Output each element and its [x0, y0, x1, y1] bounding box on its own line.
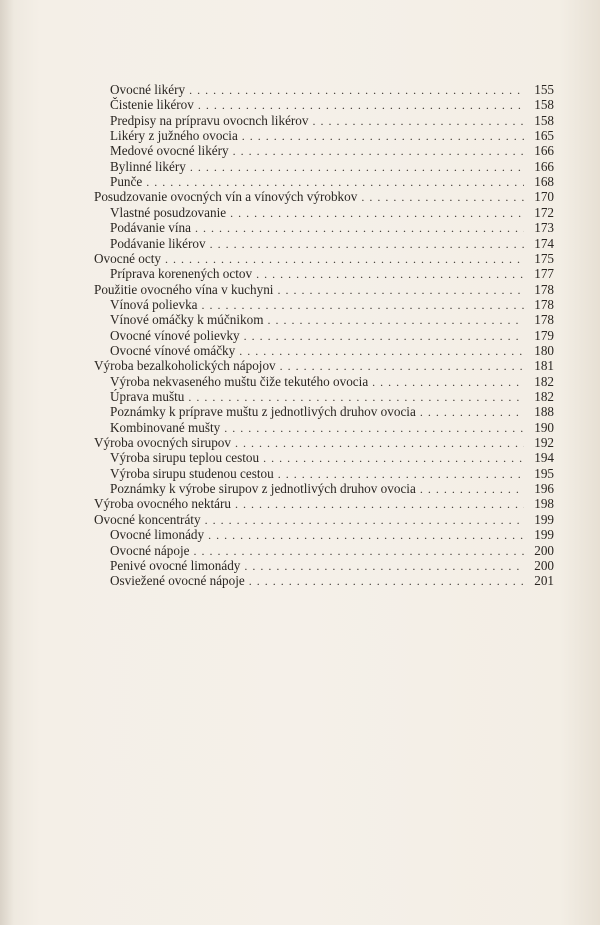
toc-entry — [110, 481, 554, 497]
toc-leader-dots — [239, 343, 524, 359]
toc-entry-title: Použitie ovocného vína v kuchyni — [94, 281, 274, 297]
toc-entry-title: Poznámky k výrobe sirupov z jednotlivých druhov ovocia — [110, 481, 416, 497]
toc-entry — [110, 573, 554, 589]
toc-entry-page-number: 174 — [534, 235, 554, 251]
toc-entry-page-number: 199 — [534, 511, 554, 527]
toc-entry-title: Výroba ovocného nektáru — [94, 496, 231, 512]
toc-entry-page-number: 173 — [534, 220, 554, 236]
toc-leader-dots — [244, 328, 524, 344]
toc-entry — [110, 343, 554, 359]
toc-entry-page-number: 180 — [534, 342, 554, 358]
toc-entry-page-number: 182 — [534, 373, 554, 389]
toc-entry-title: Poznámky k príprave muštu z jednotlivých druhov ovocia — [110, 404, 416, 420]
toc-entry — [110, 328, 554, 344]
toc-entry-page-number: 181 — [534, 358, 554, 374]
toc-entry-title: Ovocné nápoje — [110, 542, 190, 558]
toc-entry-page-number: 199 — [534, 527, 554, 543]
toc-leader-dots — [224, 420, 524, 436]
toc-entry — [110, 236, 554, 252]
toc-entry-title: Medové ovocné likéry — [110, 143, 229, 159]
toc-entry-title: Úprava muštu — [110, 389, 185, 404]
toc-entry-title: Výroba sirupu teplou cestou — [110, 450, 260, 466]
toc-leader-dots — [235, 496, 524, 512]
toc-entry-page-number: 178 — [534, 281, 554, 297]
toc-entry-page-number: 166 — [534, 158, 554, 174]
toc-leader-dots — [277, 282, 524, 298]
toc-entry-page-number: 179 — [534, 327, 554, 343]
toc-entry-title: Bylinné likéry — [110, 158, 186, 174]
toc-leader-dots — [420, 481, 524, 497]
toc-entry-title: Podávanie vína — [110, 220, 191, 236]
toc-leader-dots — [361, 189, 524, 205]
toc-entry-title: Vínová polievka — [110, 296, 198, 312]
toc-entry-title: Punče — [110, 174, 143, 190]
toc-entry — [110, 297, 554, 313]
toc-entry — [110, 543, 554, 559]
toc-entry — [110, 312, 554, 328]
toc-entry — [94, 435, 554, 451]
toc-entry-title: Výroba bezalkoholických nápojov — [94, 358, 276, 374]
toc-entry — [110, 389, 554, 405]
toc-leader-dots — [188, 389, 524, 405]
toc-entry-title: Čistenie likérov — [110, 97, 194, 113]
toc-leader-dots — [256, 266, 524, 282]
toc-entry — [110, 404, 554, 420]
toc-entry — [110, 558, 554, 574]
toc-entry-title: Výroba sirupu studenou cestou — [110, 465, 274, 481]
toc-entry-title: Osviežené ovocné nápoje — [110, 573, 245, 589]
toc-entry — [94, 496, 554, 512]
toc-entry-page-number: 182 — [534, 389, 554, 404]
toc-leader-dots — [372, 374, 524, 390]
toc-leader-dots — [263, 450, 524, 466]
toc-leader-dots — [205, 512, 524, 528]
toc-entry — [110, 450, 554, 466]
toc-entry — [94, 358, 554, 374]
toc-entry — [110, 220, 554, 236]
toc-entry-page-number: 195 — [534, 465, 554, 481]
toc-leader-dots — [235, 435, 524, 451]
toc-entry-page-number: 170 — [534, 189, 554, 205]
toc-entry-page-number: 158 — [534, 112, 554, 128]
toc-entry-title: Likéry z južného ovocia — [110, 128, 238, 144]
toc-entry-title: Vínové omáčky k múčnikom — [110, 312, 264, 328]
toc-entry — [110, 266, 554, 282]
toc-entry-title: Ovocné vínové polievky — [110, 327, 240, 343]
toc-entry-page-number: 155 — [534, 82, 554, 97]
toc-leader-dots — [233, 143, 524, 159]
toc-leader-dots — [210, 236, 524, 252]
spine-shadow — [0, 0, 14, 925]
toc-entry — [110, 159, 554, 175]
toc-entry-page-number: 188 — [534, 404, 554, 420]
toc-entry-title: Vlastné posudzovanie — [110, 204, 227, 220]
toc-entry — [110, 205, 554, 221]
toc-leader-dots — [242, 128, 524, 144]
toc-entry-title: Podávanie likérov — [110, 235, 206, 251]
toc-entry-title: Ovocné vínové omáčky — [110, 342, 236, 358]
toc-entry-page-number: 192 — [534, 435, 554, 451]
toc-entry-page-number: 178 — [534, 312, 554, 328]
toc-entry-title: Posudzovanie ovocných vín a vínových výrobkov — [94, 189, 358, 205]
toc-entry-page-number: 200 — [534, 557, 554, 573]
toc-entry-title: Penivé ovocné limonády — [110, 557, 241, 573]
toc-leader-dots — [208, 527, 524, 543]
toc-entry — [94, 512, 554, 528]
toc-entry-page-number: 165 — [534, 128, 554, 144]
toc-leader-dots — [195, 220, 524, 236]
toc-entry-page-number: 172 — [534, 204, 554, 220]
toc-entry-page-number: 194 — [534, 450, 554, 466]
toc-entry — [110, 527, 554, 543]
toc-entry-page-number: 200 — [534, 542, 554, 558]
toc-leader-dots — [190, 159, 524, 175]
toc-entry — [110, 113, 554, 129]
toc-leader-dots — [230, 205, 524, 221]
toc-leader-dots — [146, 174, 524, 190]
toc-entry — [110, 97, 554, 113]
toc-entry-page-number: 177 — [534, 266, 554, 282]
toc-entry-title: Výroba nekvaseného muštu čiže tekutého ovocia — [110, 373, 369, 389]
toc-entry-page-number: 166 — [534, 143, 554, 159]
toc-leader-dots — [420, 404, 524, 420]
toc-entry-title: Predpisy na prípravu ovocnch likérov — [110, 112, 309, 128]
toc-entry — [110, 374, 554, 390]
toc-entry — [94, 189, 554, 205]
toc-entry — [94, 251, 554, 267]
toc-leader-dots — [244, 558, 524, 574]
toc-entry-title: Ovocné likéry — [110, 82, 186, 97]
toc-entry-title: Výroba ovocných sirupov — [94, 435, 231, 451]
toc-entry-page-number: 190 — [534, 419, 554, 435]
toc-leader-dots — [278, 466, 524, 482]
toc-entry-page-number: 196 — [534, 481, 554, 497]
toc-entry-title: Ovocné limonády — [110, 527, 205, 543]
toc-entry-page-number: 175 — [534, 250, 554, 266]
toc-entry-title: Ovocné koncentráty — [94, 511, 201, 527]
toc-entry — [110, 420, 554, 436]
toc-leader-dots — [189, 82, 524, 98]
toc-entry — [110, 174, 554, 190]
toc-leader-dots — [313, 113, 525, 129]
toc-leader-dots — [267, 312, 524, 328]
toc-leader-dots — [198, 97, 524, 113]
toc-leader-dots — [193, 543, 524, 559]
toc-leader-dots — [165, 251, 524, 267]
toc-entry-page-number: 201 — [534, 573, 554, 589]
toc-entry — [110, 143, 554, 159]
toc-entry — [94, 282, 554, 298]
toc-entry — [110, 128, 554, 144]
toc-leader-dots — [202, 297, 524, 313]
toc-leader-dots — [280, 358, 524, 374]
toc-entry-page-number: 158 — [534, 97, 554, 113]
toc-entry-title: Kombinované mušty — [110, 419, 221, 435]
toc-leader-dots — [249, 573, 524, 589]
toc-entry — [110, 82, 554, 98]
toc-entry-page-number: 168 — [534, 174, 554, 190]
toc-entry-page-number: 198 — [534, 496, 554, 512]
toc-entry — [110, 466, 554, 482]
toc-entry-page-number: 178 — [534, 296, 554, 312]
toc-entry-title: Príprava korenených octov — [110, 266, 253, 282]
toc-entry-title: Ovocné octy — [94, 250, 162, 266]
